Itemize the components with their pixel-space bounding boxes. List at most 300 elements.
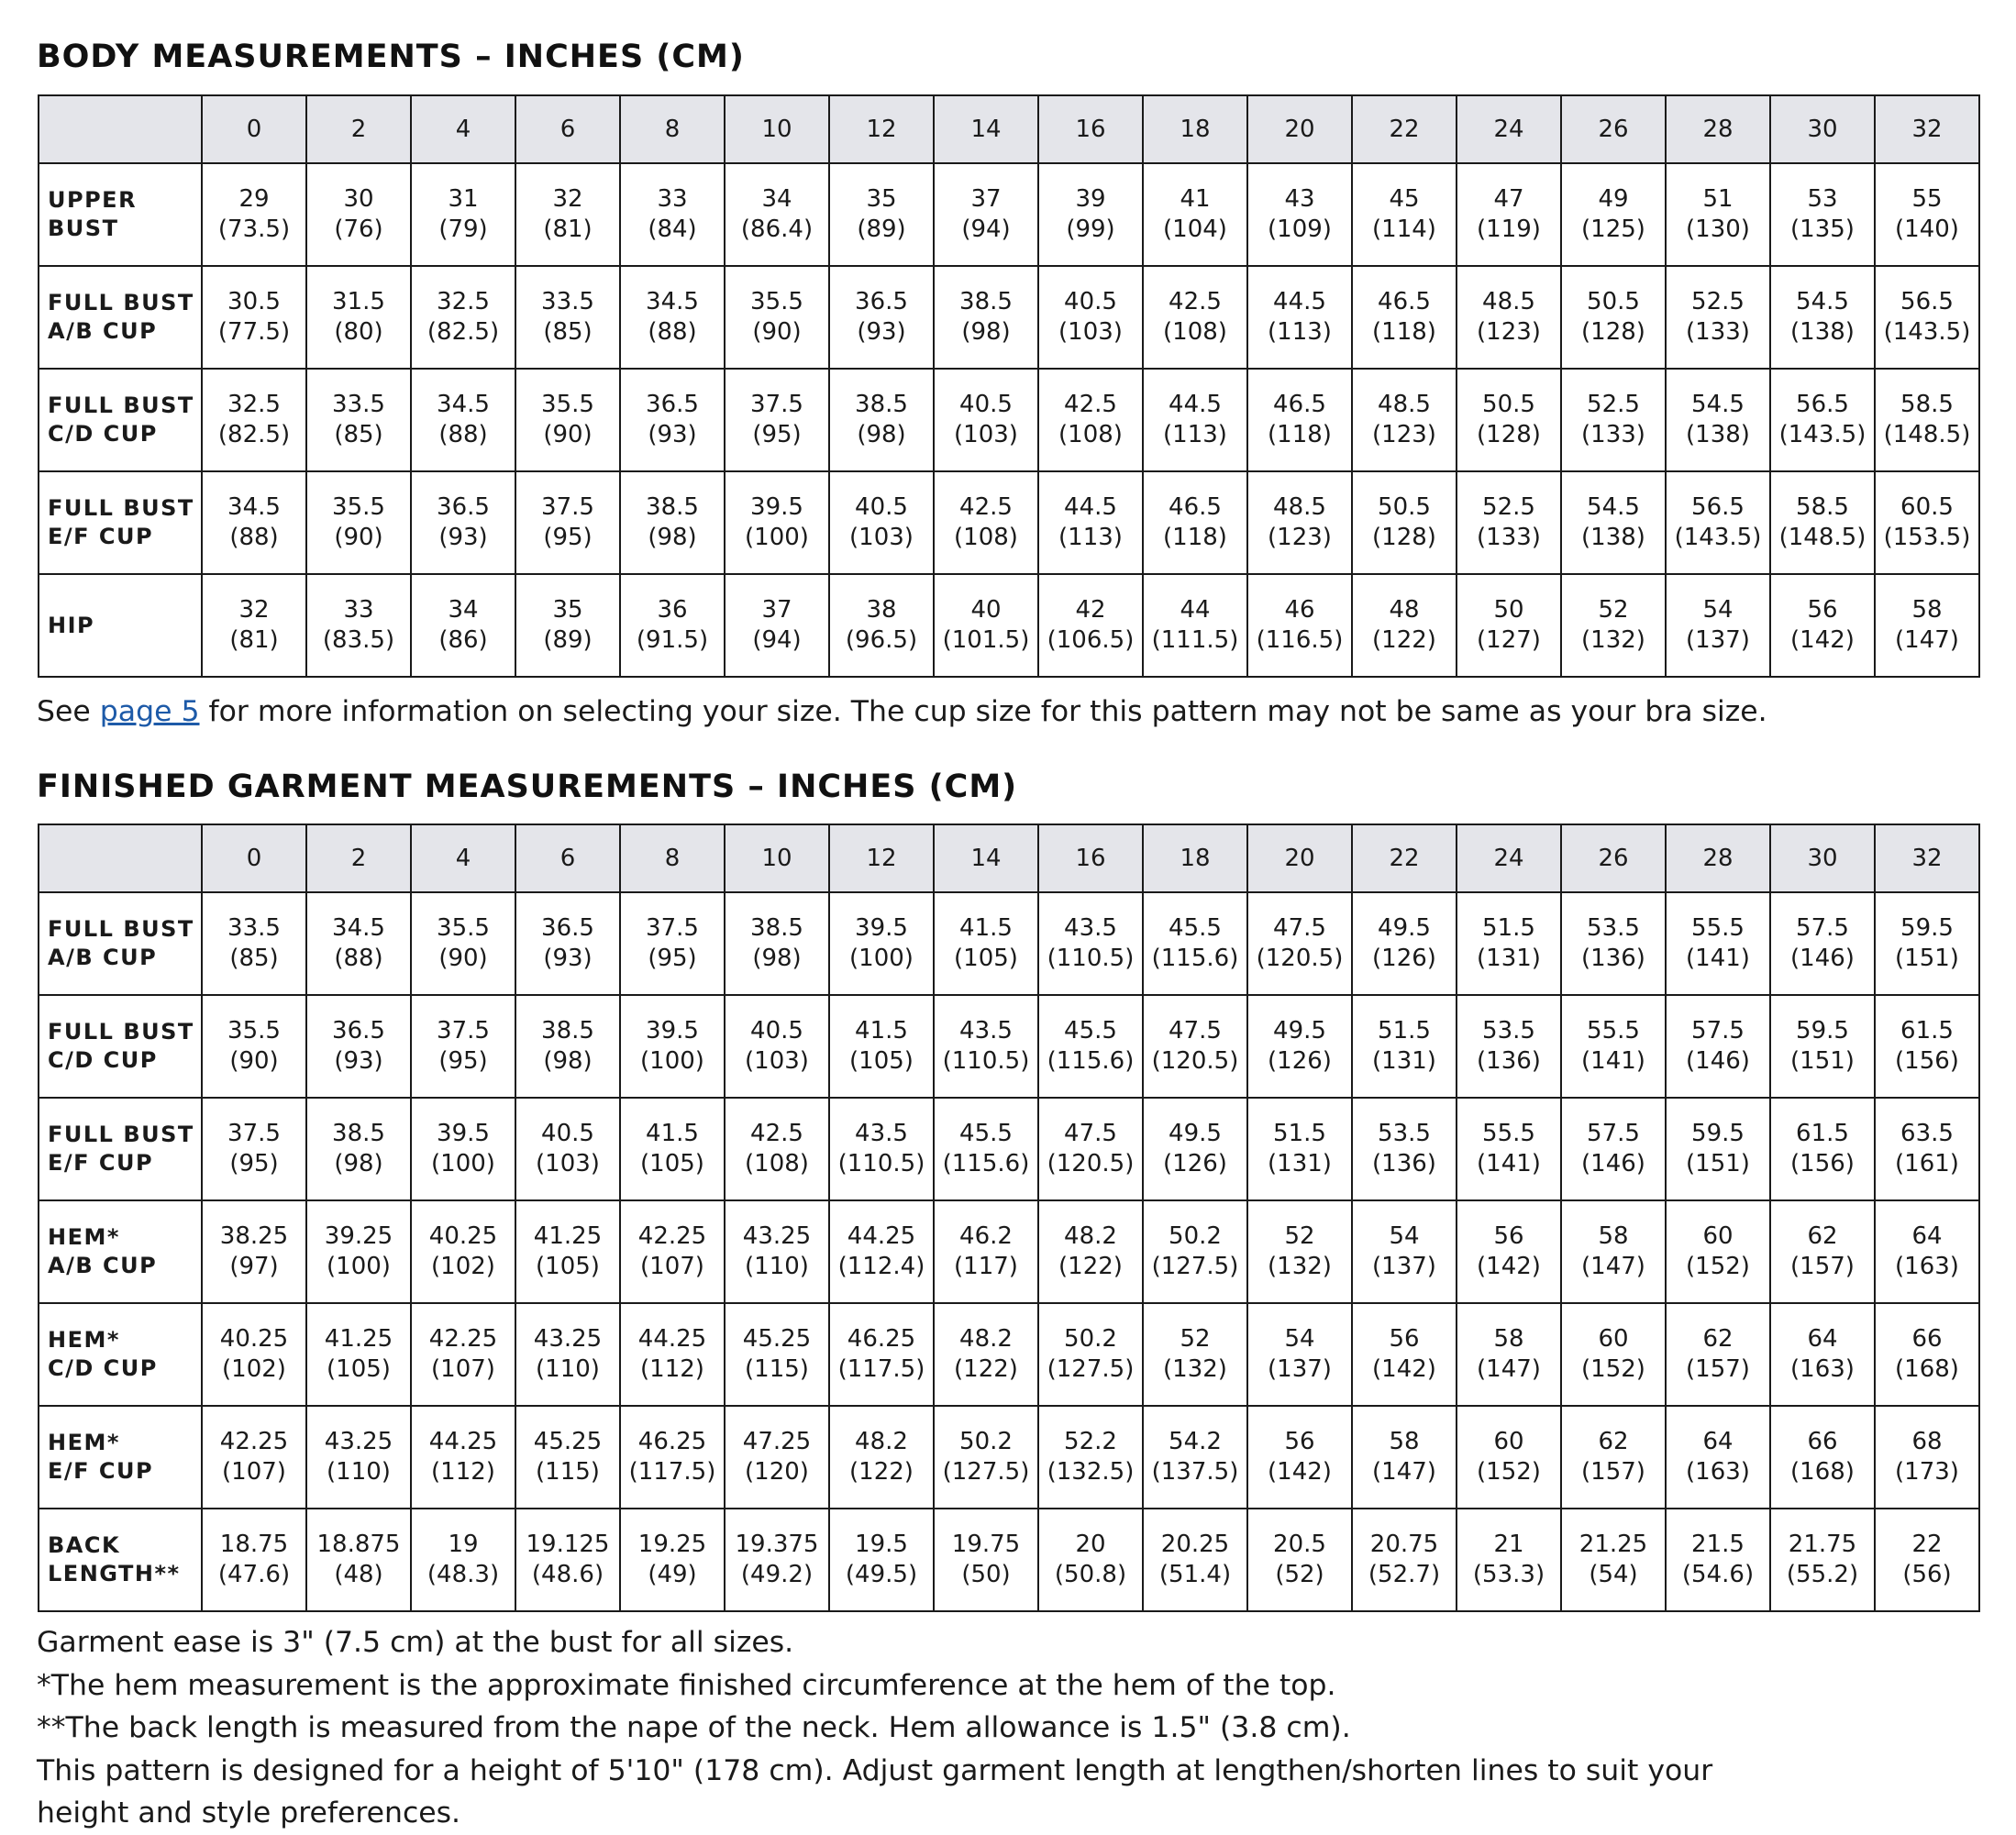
measurement-cell	[1457, 1098, 1561, 1200]
cm-value: (50)	[961, 1561, 1011, 1588]
measurement-row	[39, 1406, 1979, 1509]
inches-value: 57.5	[1796, 914, 1849, 942]
inches-value: 60	[1493, 1428, 1524, 1455]
measurement-cell	[306, 1098, 411, 1200]
cm-value: (104)	[1163, 216, 1227, 243]
cm-value: (94)	[961, 216, 1011, 243]
inches-value: 39.5	[855, 914, 908, 942]
measurement-cell	[620, 1098, 725, 1200]
measurement-cell	[829, 1200, 934, 1303]
inches-value: 36.5	[646, 391, 699, 418]
inches-value: 37	[970, 185, 1002, 213]
inches-value: 44	[1180, 596, 1211, 624]
cm-value: (93)	[857, 318, 906, 346]
inches-value: 54.5	[1691, 391, 1745, 418]
measurement-cell	[620, 369, 725, 471]
cm-value: (98)	[857, 421, 906, 448]
inches-value: 19.5	[855, 1531, 908, 1558]
inches-value: 50.5	[1482, 391, 1535, 418]
cm-value: (102)	[431, 1253, 495, 1280]
size-header: 14	[934, 95, 1038, 163]
inches-value: 42.25	[428, 1325, 498, 1353]
cm-value: (100)	[327, 1253, 391, 1280]
size-header: 10	[725, 95, 829, 163]
size-header: 26	[1561, 95, 1666, 163]
measurement-cell	[202, 1509, 306, 1611]
cm-value: (111.5)	[1151, 626, 1239, 654]
measurement-cell	[1352, 574, 1457, 677]
cm-value: (147)	[1477, 1355, 1541, 1383]
cm-value: (95)	[648, 945, 697, 972]
size-header: 2	[306, 824, 411, 892]
inches-value: 39.5	[646, 1017, 699, 1045]
header-corner	[39, 95, 202, 163]
inches-value: 52.5	[1691, 288, 1745, 315]
measurement-cell	[1143, 1303, 1247, 1406]
cm-value: (112)	[431, 1458, 495, 1486]
cm-value: (95)	[752, 421, 802, 448]
measurement-row	[39, 1098, 1979, 1200]
inches-value: 58.5	[1900, 391, 1954, 418]
cm-value: (95)	[543, 524, 593, 551]
measurement-cell	[202, 574, 306, 677]
inches-value: 40.25	[428, 1222, 498, 1250]
size-header: 24	[1457, 824, 1561, 892]
inches-value: 46	[1284, 596, 1315, 624]
measurement-cell	[202, 995, 306, 1098]
measurement-cell	[1143, 1098, 1247, 1200]
measurement-cell	[515, 892, 620, 995]
cm-value: (119)	[1477, 216, 1541, 243]
measurement-cell	[1666, 1303, 1770, 1406]
measurement-cell	[725, 1406, 829, 1509]
measurement-cell	[515, 1303, 620, 1406]
measurement-cell	[725, 163, 829, 266]
inches-value: 56	[1807, 596, 1838, 624]
row-label	[39, 369, 202, 471]
measurement-cell	[725, 1509, 829, 1611]
inches-value: 46.5	[1378, 288, 1431, 315]
measurement-cell	[515, 574, 620, 677]
measurement-cell	[934, 1406, 1038, 1509]
cm-value: (137)	[1268, 1355, 1332, 1383]
inches-value: 40.5	[855, 493, 908, 521]
row-label-line: BUST	[48, 216, 119, 241]
measurement-cell	[829, 163, 934, 266]
inches-value: 58	[1389, 1428, 1420, 1455]
inches-value: 41.25	[324, 1325, 393, 1353]
inches-value: 68	[1911, 1428, 1943, 1455]
cm-value: (135)	[1790, 216, 1855, 243]
inches-value: 21	[1493, 1531, 1524, 1558]
measurement-cell	[829, 574, 934, 677]
measurement-cell	[1352, 1098, 1457, 1200]
cm-value: (100)	[849, 945, 914, 972]
inches-value: 38.5	[646, 493, 699, 521]
measurement-cell	[1352, 471, 1457, 574]
inches-value: 44.5	[1169, 391, 1222, 418]
inches-value: 35.5	[750, 288, 803, 315]
cm-value: (55.2)	[1786, 1561, 1859, 1588]
row-label-line: LENGTH**	[48, 1561, 181, 1586]
inches-value: 37.5	[750, 391, 803, 418]
measurement-cell	[306, 1303, 411, 1406]
row-label-line: E/F CUP	[48, 524, 154, 549]
inches-value: 35	[866, 185, 897, 213]
measurement-cell	[1457, 471, 1561, 574]
cm-value: (148.5)	[1883, 421, 1971, 448]
measurement-cell	[934, 1509, 1038, 1611]
cm-value: (157)	[1790, 1253, 1855, 1280]
measurement-cell	[306, 471, 411, 574]
inches-value: 31	[448, 185, 479, 213]
cm-value: (107)	[222, 1458, 286, 1486]
row-label-line: E/F CUP	[48, 1150, 154, 1176]
inches-value: 38.5	[750, 914, 803, 942]
measurement-cell	[1038, 892, 1143, 995]
measurement-cell	[1875, 1406, 1979, 1509]
row-label-line: C/D CUP	[48, 421, 158, 447]
cm-value: (126)	[1372, 945, 1436, 972]
cm-value: (110.5)	[837, 1150, 925, 1177]
inches-value: 64	[1702, 1428, 1734, 1455]
inches-value: 66	[1911, 1325, 1943, 1353]
measurement-cell	[515, 471, 620, 574]
measurement-cell	[306, 369, 411, 471]
inches-value: 49	[1598, 185, 1629, 213]
inches-value: 40.25	[219, 1325, 289, 1353]
measurement-cell	[306, 892, 411, 995]
row-label-line: HEM*	[48, 1327, 120, 1353]
inches-value: 60	[1598, 1325, 1629, 1353]
measurement-cell	[202, 892, 306, 995]
measurement-cell	[1247, 1303, 1352, 1406]
cm-value: (54.6)	[1681, 1561, 1755, 1588]
measurement-cell	[829, 1098, 934, 1200]
measurement-cell	[515, 1098, 620, 1200]
inches-value: 44.25	[847, 1222, 916, 1250]
size-header: 12	[829, 95, 934, 163]
cm-value: (108)	[745, 1150, 809, 1177]
measurement-cell	[306, 266, 411, 369]
measurement-cell	[1247, 892, 1352, 995]
inches-value: 39.25	[324, 1222, 393, 1250]
measurement-cell	[725, 1303, 829, 1406]
row-label	[39, 995, 202, 1098]
row-label-line: HEM*	[48, 1224, 120, 1250]
cm-value: (136)	[1581, 945, 1645, 972]
inches-value: 36.5	[855, 288, 908, 315]
measurement-cell	[1770, 369, 1875, 471]
measurement-cell	[934, 163, 1038, 266]
inches-value: 50.2	[1064, 1325, 1117, 1353]
inches-value: 58	[1911, 596, 1943, 624]
cm-value: (95)	[438, 1047, 488, 1075]
measurement-cell	[1038, 266, 1143, 369]
cm-value: (101.5)	[942, 626, 1030, 654]
row-label	[39, 266, 202, 369]
size-header: 14	[934, 824, 1038, 892]
inches-value: 33.5	[227, 914, 281, 942]
inches-value: 64	[1807, 1325, 1838, 1353]
measurement-cell	[1143, 995, 1247, 1098]
inches-value: 56	[1284, 1428, 1315, 1455]
inches-value: 55.5	[1482, 1120, 1535, 1147]
inches-value: 42.5	[959, 493, 1013, 521]
cm-value: (132)	[1268, 1253, 1332, 1280]
inches-value: 40.5	[541, 1120, 594, 1147]
measurement-cell	[1247, 1406, 1352, 1509]
size-header-row	[39, 824, 1979, 892]
cm-value: (140)	[1895, 216, 1959, 243]
inches-value: 49.5	[1378, 914, 1431, 942]
measurement-cell	[1038, 995, 1143, 1098]
cm-value: (143.5)	[1883, 318, 1971, 346]
measurement-cell	[411, 369, 515, 471]
size-header: 16	[1038, 95, 1143, 163]
cm-value: (98)	[334, 1150, 383, 1177]
cm-value: (47.6)	[217, 1561, 291, 1588]
inches-value: 40.5	[1064, 288, 1117, 315]
measurement-cell	[411, 1509, 515, 1611]
row-label-line: UPPER	[48, 187, 138, 213]
inches-value: 30.5	[227, 288, 281, 315]
inches-value: 33	[657, 185, 688, 213]
cm-value: (112.4)	[837, 1253, 925, 1280]
note-hem: *The hem measurement is the approximate finished circumference at the hem of the top.	[37, 1668, 1336, 1702]
measurement-cell	[1561, 1200, 1666, 1303]
measurement-cell	[1770, 1509, 1875, 1611]
measurement-cell	[306, 1509, 411, 1611]
cm-value: (128)	[1477, 421, 1541, 448]
measurement-cell	[620, 471, 725, 574]
inches-value: 36.5	[541, 914, 594, 942]
cm-value: (117.5)	[628, 1458, 716, 1486]
measurement-cell	[934, 266, 1038, 369]
measurement-cell	[202, 369, 306, 471]
inches-value: 51.5	[1273, 1120, 1326, 1147]
cm-value: (151)	[1790, 1047, 1855, 1075]
cm-value: (127)	[1477, 626, 1541, 654]
size-header: 16	[1038, 824, 1143, 892]
cm-value: (126)	[1163, 1150, 1227, 1177]
inches-value: 56.5	[1691, 493, 1745, 521]
cm-value: (79)	[438, 216, 488, 243]
measurement-cell	[1875, 1200, 1979, 1303]
inches-value: 50.5	[1587, 288, 1640, 315]
inches-value: 21.75	[1788, 1531, 1857, 1558]
cm-value: (127.5)	[1151, 1253, 1239, 1280]
measurement-cell	[1666, 471, 1770, 574]
inches-value: 35.5	[541, 391, 594, 418]
inches-value: 32.5	[227, 391, 281, 418]
measurement-cell	[515, 369, 620, 471]
measurement-cell	[1770, 1098, 1875, 1200]
row-label-line: BACK	[48, 1532, 121, 1558]
inches-value: 40.5	[750, 1017, 803, 1045]
inches-value: 43	[1284, 185, 1315, 213]
measurement-cell	[515, 1509, 620, 1611]
inches-value: 39	[1075, 185, 1106, 213]
inches-value: 41.5	[959, 914, 1013, 942]
inches-value: 58	[1493, 1325, 1524, 1353]
inches-value: 35.5	[227, 1017, 281, 1045]
inches-value: 44.5	[1064, 493, 1117, 521]
cm-value: (94)	[752, 626, 802, 654]
cm-value: (108)	[954, 524, 1018, 551]
inches-value: 34	[448, 596, 479, 624]
cm-value: (103)	[536, 1150, 600, 1177]
measurement-cell	[1038, 1406, 1143, 1509]
row-label	[39, 163, 202, 266]
cm-value: (56)	[1902, 1561, 1952, 1588]
measurement-cell	[725, 995, 829, 1098]
size-header: 2	[306, 95, 411, 163]
inches-value: 43.25	[324, 1428, 393, 1455]
measurement-cell	[1247, 266, 1352, 369]
measurement-cell	[934, 1303, 1038, 1406]
inches-value: 54	[1284, 1325, 1315, 1353]
inches-value: 58.5	[1796, 493, 1849, 521]
inches-value: 47.5	[1169, 1017, 1222, 1045]
measurement-cell	[1561, 266, 1666, 369]
inches-value: 56	[1493, 1222, 1524, 1250]
cm-value: (85)	[229, 945, 279, 972]
cm-value: (82.5)	[426, 318, 500, 346]
measurement-cell	[1038, 1098, 1143, 1200]
inches-value: 39.5	[750, 493, 803, 521]
inches-value: 61.5	[1900, 1017, 1954, 1045]
measurement-row	[39, 163, 1979, 266]
inches-value: 66	[1807, 1428, 1838, 1455]
cm-value: (98)	[961, 318, 1011, 346]
measurement-cell	[829, 995, 934, 1098]
measurement-cell	[1666, 266, 1770, 369]
inches-value: 57.5	[1587, 1120, 1640, 1147]
measurement-cell	[1561, 471, 1666, 574]
cm-value: (109)	[1268, 216, 1332, 243]
note-ease: Garment ease is 3" (7.5 cm) at the bust for all sizes.	[37, 1626, 794, 1659]
inches-value: 42.25	[637, 1222, 707, 1250]
cm-value: (112)	[640, 1355, 704, 1383]
inches-value: 62	[1702, 1325, 1734, 1353]
size-header: 28	[1666, 824, 1770, 892]
cm-value: (76)	[334, 216, 383, 243]
page-5-link[interactable]: page 5	[99, 695, 200, 728]
inches-value: 53.5	[1378, 1120, 1431, 1147]
measurement-cell	[934, 1200, 1038, 1303]
measurement-cell	[1038, 1303, 1143, 1406]
inches-value: 50.2	[1169, 1222, 1222, 1250]
inches-value: 56.5	[1900, 288, 1954, 315]
cm-value: (83.5)	[322, 626, 395, 654]
measurement-cell	[934, 995, 1038, 1098]
size-header: 26	[1561, 824, 1666, 892]
measurement-cell	[1457, 163, 1561, 266]
measurement-cell	[1247, 1098, 1352, 1200]
cm-value: (127.5)	[1047, 1355, 1135, 1383]
cm-value: (126)	[1268, 1047, 1332, 1075]
measurement-cell	[306, 995, 411, 1098]
measurement-cell	[1457, 1200, 1561, 1303]
inches-value: 18.875	[316, 1531, 401, 1558]
size-note-after: for more information on selecting your size. The cup size for this pattern may not be same as your bra size.	[199, 695, 1767, 728]
measurement-cell	[1875, 471, 1979, 574]
size-note-before: See	[37, 695, 100, 728]
footnotes	[37, 1621, 1981, 1835]
inches-value: 50.2	[959, 1428, 1013, 1455]
cm-value: (152)	[1477, 1458, 1541, 1486]
cm-value: (173)	[1895, 1458, 1959, 1486]
inches-value: 46.25	[637, 1428, 707, 1455]
inches-value: 38.25	[219, 1222, 289, 1250]
cm-value: (50.8)	[1054, 1561, 1127, 1588]
inches-value: 33	[343, 596, 374, 624]
cm-value: (54)	[1589, 1561, 1638, 1588]
cm-value: (85)	[543, 318, 593, 346]
size-header: 8	[620, 824, 725, 892]
row-label-line: FULL BUST	[48, 290, 194, 315]
measurement-cell	[1352, 1509, 1457, 1611]
row-label-line: A/B CUP	[48, 318, 158, 344]
cm-value: (141)	[1581, 1047, 1645, 1075]
measurement-cell	[1770, 266, 1875, 369]
inches-value: 55.5	[1587, 1017, 1640, 1045]
row-label-line: FULL BUST	[48, 916, 194, 942]
measurement-cell	[306, 574, 411, 677]
measurement-row	[39, 1303, 1979, 1406]
inches-value: 48	[1389, 596, 1420, 624]
measurement-cell	[725, 892, 829, 995]
inches-value: 42.5	[1064, 391, 1117, 418]
cm-value: (88)	[648, 318, 697, 346]
size-header: 4	[411, 824, 515, 892]
cm-value: (52.7)	[1368, 1561, 1441, 1588]
cm-value: (168)	[1790, 1458, 1855, 1486]
measurement-cell	[829, 266, 934, 369]
inches-value: 45.25	[533, 1428, 603, 1455]
inches-value: 42.5	[1169, 288, 1222, 315]
cm-value: (118)	[1372, 318, 1436, 346]
cm-value: (123)	[1268, 524, 1332, 551]
cm-value: (156)	[1895, 1047, 1959, 1075]
cm-value: (143.5)	[1778, 421, 1866, 448]
cm-value: (103)	[849, 524, 914, 551]
measurement-cell	[1247, 574, 1352, 677]
cm-value: (84)	[648, 216, 697, 243]
row-label-line: FULL BUST	[48, 1122, 194, 1147]
header-corner	[39, 824, 202, 892]
measurement-cell	[1875, 1098, 1979, 1200]
inches-value: 54	[1702, 596, 1734, 624]
measurement-cell	[1038, 574, 1143, 677]
inches-value: 34.5	[437, 391, 490, 418]
body-measurements-title: BODY MEASUREMENTS – INCHES (CM)	[37, 39, 745, 75]
cm-value: (118)	[1268, 421, 1332, 448]
cm-value: (115.6)	[1047, 1047, 1135, 1075]
measurement-cell	[411, 1098, 515, 1200]
inches-value: 63.5	[1900, 1120, 1954, 1147]
cm-value: (142)	[1372, 1355, 1436, 1383]
cm-value: (90)	[543, 421, 593, 448]
measurement-cell	[306, 1406, 411, 1509]
measurement-cell	[1770, 1200, 1875, 1303]
inches-value: 40.5	[959, 391, 1013, 418]
measurement-cell	[1038, 1509, 1143, 1611]
cm-value: (93)	[543, 945, 593, 972]
measurement-cell	[202, 163, 306, 266]
cm-value: (143.5)	[1674, 524, 1762, 551]
